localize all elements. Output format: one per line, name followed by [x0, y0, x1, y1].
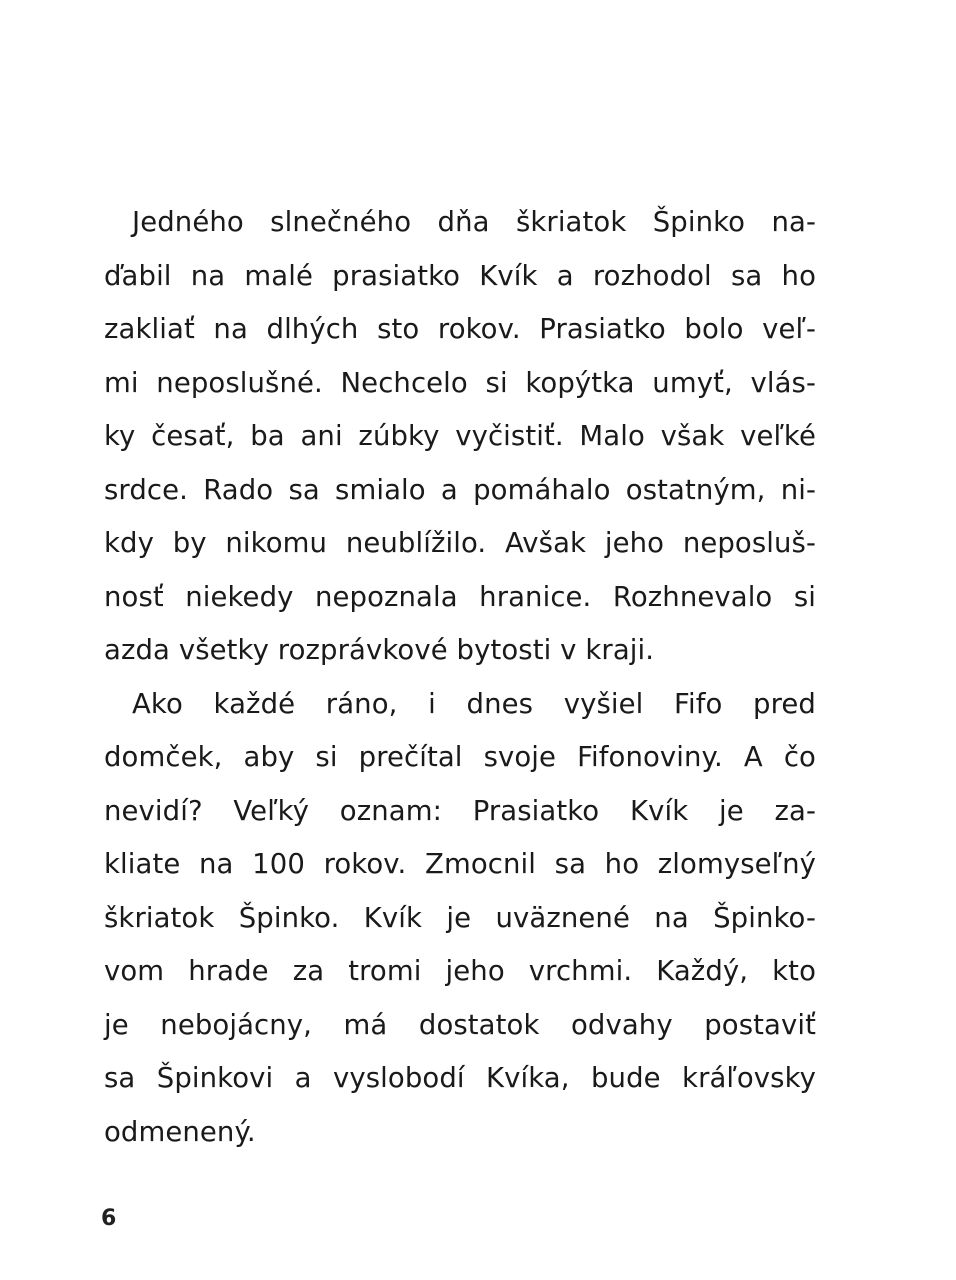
text-line: škriatok Špinko. Kvík je uväznené na Špinko- [104, 901, 816, 934]
text-line: ďabil na malé prasiatko Kvík a rozhodol sa ho [104, 259, 816, 292]
text-line: vom hrade za tromi jeho vrchmi. Každý, kto [104, 955, 816, 987]
text-line: azda všetky rozprávkové bytosti v kraji. [104, 634, 655, 666]
text-line: ky česať, ba ani zúbky vyčistiť. Malo však veľké [104, 420, 816, 452]
text-line: je nebojácny, má dostatok odvahy postaviť [104, 1008, 816, 1041]
text-line: nevidí? Veľký oznam: Prasiatko Kvík je za- [104, 794, 816, 827]
text-line: zakliať na dlhých sto rokov. Prasiatko bolo veľ- [104, 313, 816, 345]
text-line: srdce. Rado sa smialo a pomáhalo ostatným, ni- [104, 473, 816, 506]
paragraph-1 [104, 196, 816, 678]
text-line: mi neposlušné. Nechcelo si kopýtka umyť, vlás- [104, 366, 816, 399]
page-number: 6 [101, 1206, 117, 1231]
text-line: Jedného slnečného dňa škriatok Špinko na- [132, 206, 816, 238]
text-line: Ako každé ráno, i dnes vyšiel Fifo pred [132, 687, 816, 720]
text-line: kliate na 100 rokov. Zmocnil sa ho zlomyseľný [104, 848, 816, 880]
text-line: sa Špinkovi a vyslobodí Kvíka, bude kráľovsky [104, 1062, 816, 1094]
text-line: kdy by nikomu neublížilo. Avšak jeho neposluš- [104, 527, 816, 559]
story-text [104, 196, 816, 1159]
text-line: odmenený. [104, 1115, 256, 1148]
paragraph-2 [104, 678, 816, 1160]
text-line: domček, aby si prečítal svoje Fifonoviny. A čo [104, 741, 816, 773]
text-line: nosť niekedy nepoznala hranice. Rozhnevalo si [104, 580, 816, 613]
